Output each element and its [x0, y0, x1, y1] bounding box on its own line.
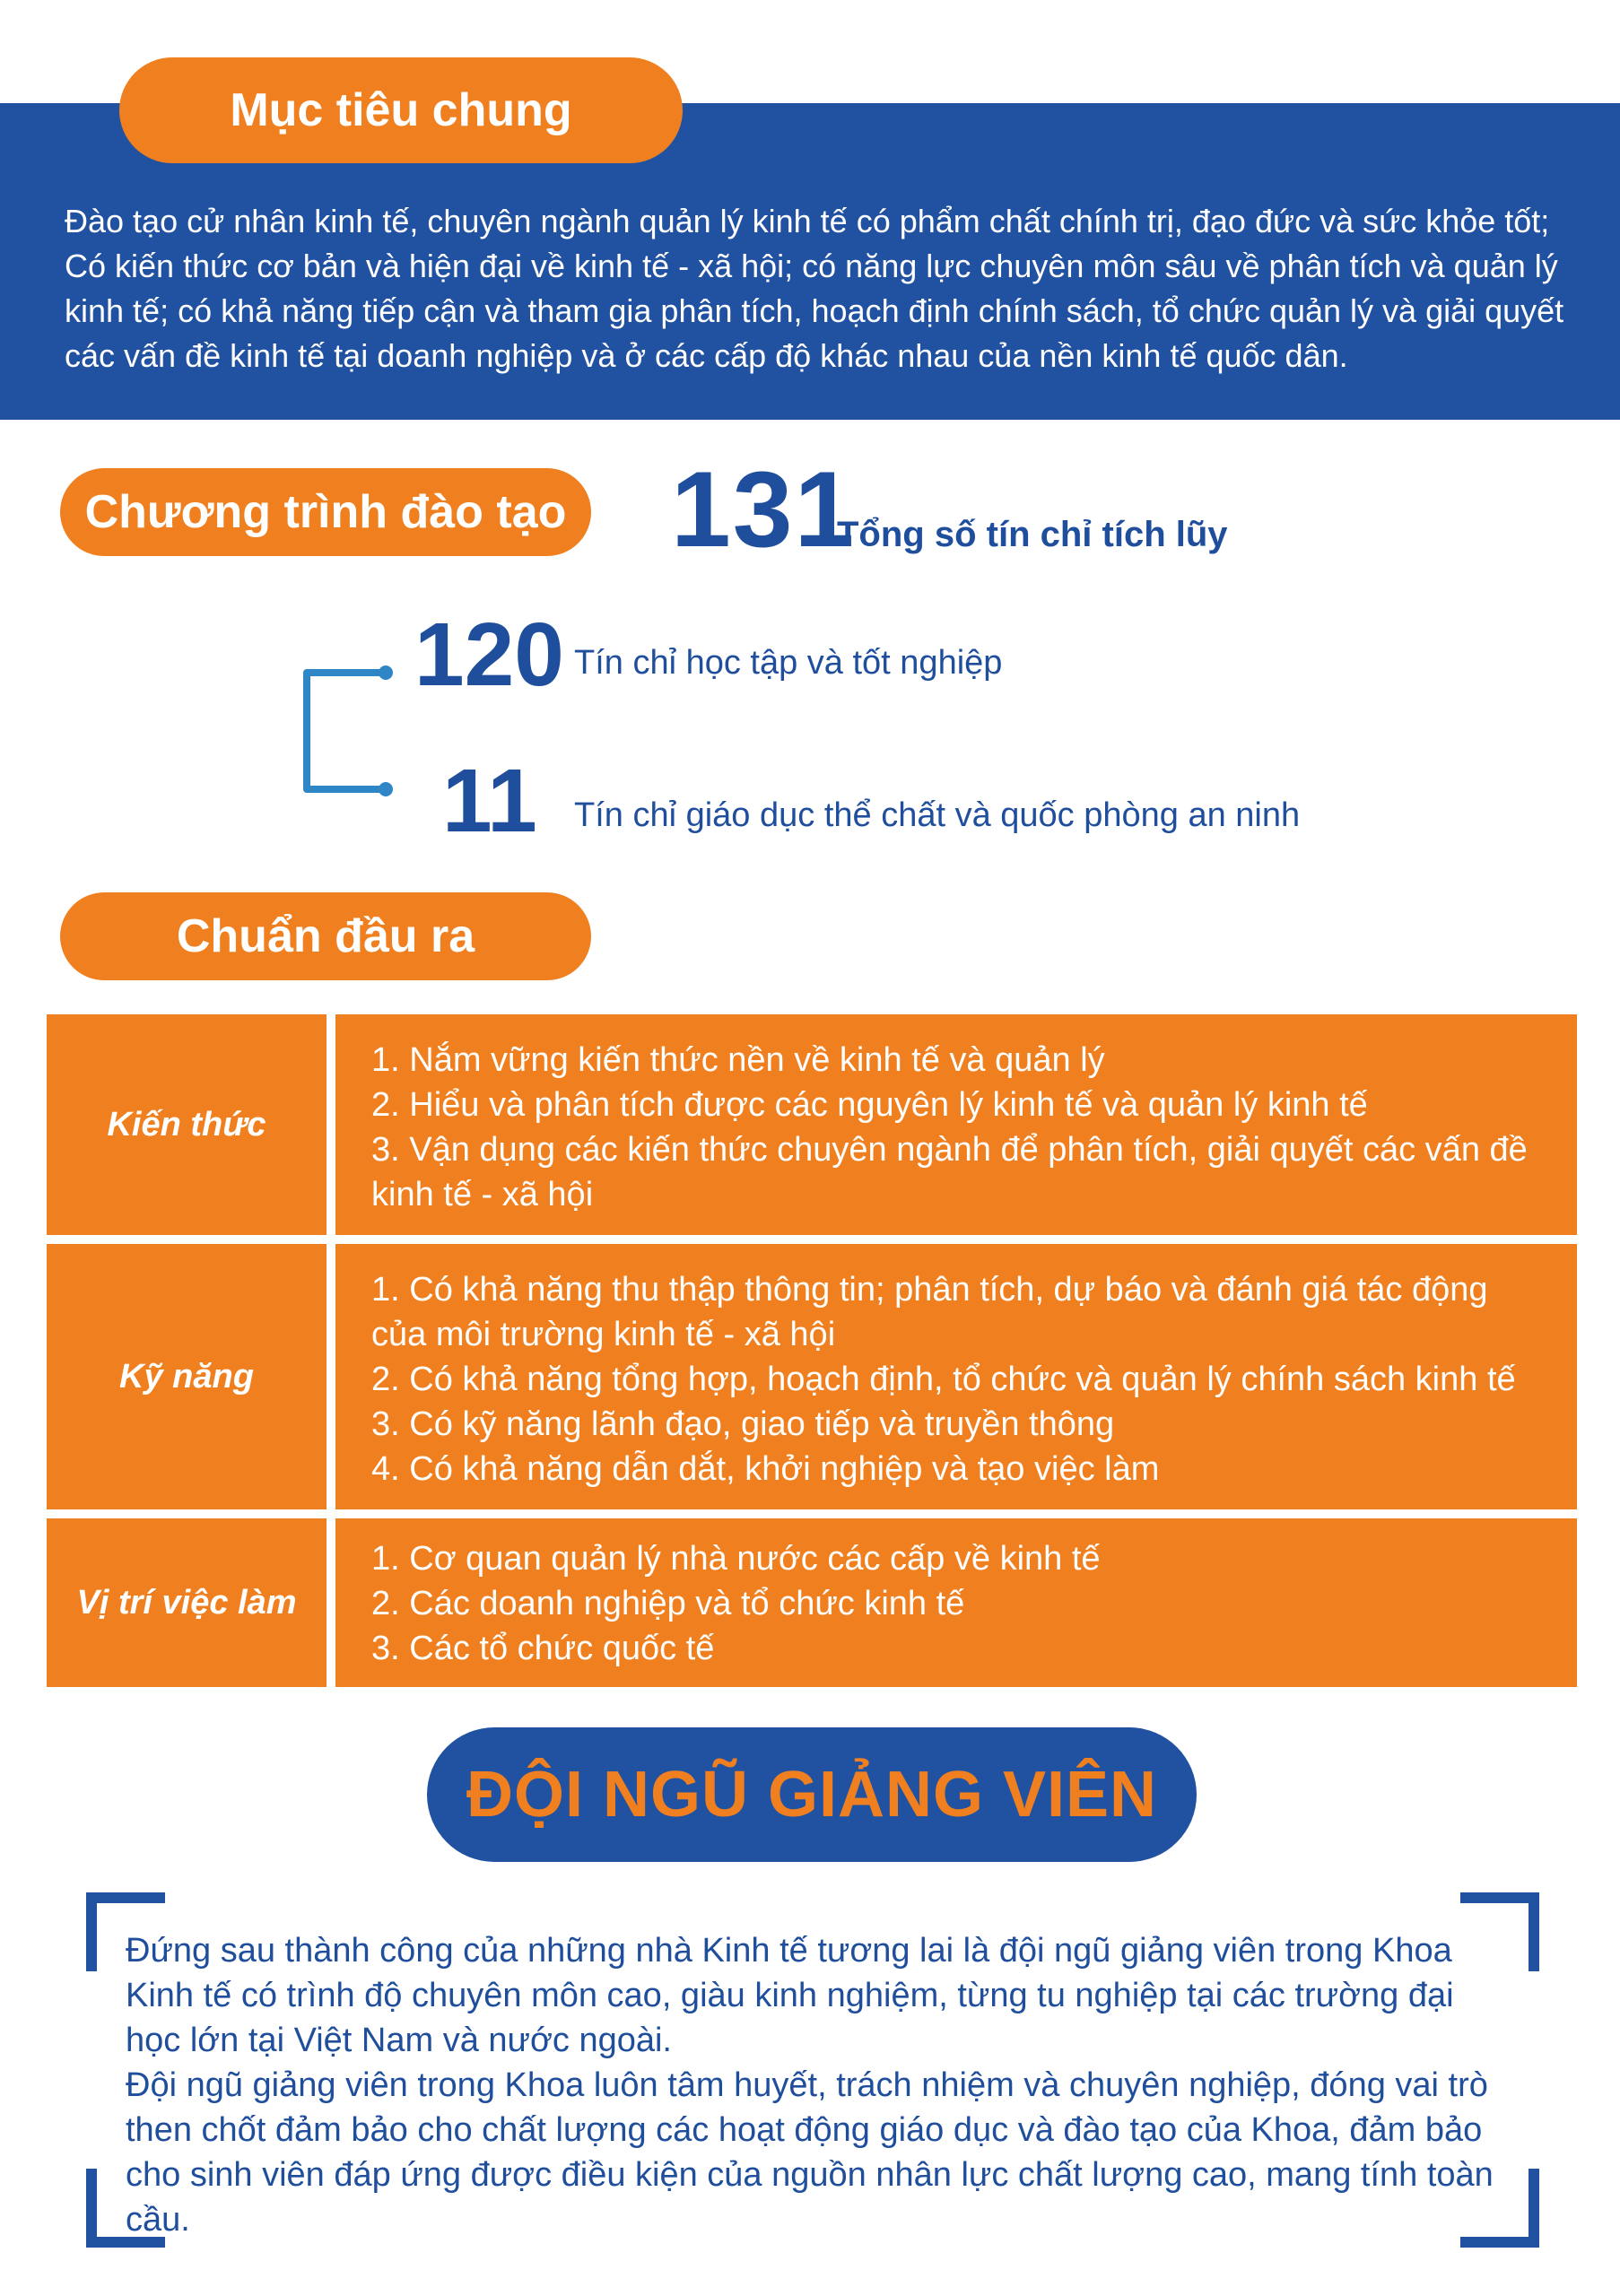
row-label-jobs: Vị trí việc làm [47, 1518, 327, 1687]
faculty-title-pill: ĐỘI NGŨ GIẢNG VIÊN [427, 1727, 1197, 1862]
outcome-table [47, 1014, 1577, 1696]
goal-text: Đào tạo cử nhân kinh tế, chuyên ngành quản lý kinh tế có phẩm chất chính trị, đạo đức và sức khỏe tốt; Có kiến thức cơ bản và hiện đại về kinh tế - xã hội; có năng lực chuyên môn sâu về phân tích và quản lý kinh tế; có khả năng tiếp cận và tham gia phân tích, hoạch định chính sách, tổ chức quản lý và giải quyết các vấn đề kinh tế tại doanh nghiệp và ở các cấp độ khác nhau của nền kinh tế quốc dân. [65, 203, 1564, 374]
list-item: 2. Có khả năng tổng hợp, hoạch định, tổ chức và quản lý chính sách kinh tế [371, 1361, 1516, 1398]
table-row [47, 1244, 1577, 1509]
list-item: 2. Hiểu và phân tích được các nguyên lý kinh tế và quản lý kinh tế [371, 1086, 1368, 1124]
pe-defense-credits-label: Tín chỉ giáo dục thể chất và quốc phòng an ninh [574, 796, 1301, 834]
row-content-knowledge [335, 1014, 1577, 1235]
faculty-paragraph: Đội ngũ giảng viên trong Khoa luôn tâm huyết, trách nhiệm và chuyên nghiệp, đóng vai trò then chốt đảm bảo cho chất lượng các hoạt động giáo dục và đào tạo của Khoa, đảm bảo cho sinh viên đáp ứng được điều kiện của nguồn nhân lực chất lượng cao, mang tính toàn cầu. [126, 2066, 1494, 2239]
list-item: 2. Các doanh nghiệp và tổ chức kinh tế [371, 1585, 965, 1622]
row-label-knowledge: Kiến thức [47, 1014, 327, 1235]
total-credits-number: 131 [671, 449, 857, 570]
list-item: 1. Nắm vững kiến thức nền về kinh tế và quản lý [371, 1041, 1105, 1079]
program-title-pill: Chương trình đào tạo [60, 468, 591, 556]
list-item: 1. Cơ quan quản lý nhà nước các cấp về kinh tế [371, 1540, 1101, 1578]
table-row [47, 1014, 1577, 1235]
row-content-skills [335, 1244, 1577, 1509]
study-credits-number: 120 [414, 604, 564, 705]
bracket-connector-icon [296, 659, 395, 803]
pe-defense-credits-number: 11 [442, 751, 537, 851]
table-row [47, 1518, 1577, 1687]
list-item: 3. Có kỹ năng lãnh đạo, giao tiếp và truyền thông [371, 1405, 1115, 1443]
list-item: 1. Có khả năng thu thập thông tin; phân tích, dự báo và đánh giá tác động của môi trường kinh tế - xã hội [371, 1271, 1488, 1353]
list-item: 4. Có khả năng dẫn dắt, khởi nghiệp và tạo việc làm [371, 1450, 1160, 1488]
faculty-paragraph: Đứng sau thành công của những nhà Kinh tế tương lai là đội ngũ giảng viên trong Khoa Kinh tế có trình độ chuyên môn cao, giàu kinh nghiệm, từng tu nghiệp tại các trường đại học lớn tại Việt Nam và nước ngoài. [126, 1932, 1454, 2059]
list-item: 3. Vận dụng các kiến thức chuyên ngành để phân tích, giải quyết các vấn đề kinh tế - xã hội [371, 1131, 1528, 1213]
outcome-title-pill: Chuẩn đầu ra [60, 892, 591, 980]
faculty-text [126, 1928, 1507, 2242]
row-label-skills: Kỹ năng [47, 1244, 327, 1509]
row-content-jobs [335, 1518, 1577, 1687]
list-item: 3. Các tổ chức quốc tế [371, 1630, 715, 1667]
study-credits-label: Tín chỉ học tập và tốt nghiệp [574, 644, 1003, 682]
total-credits-label: Tổng số tín chỉ tích lũy [837, 515, 1228, 554]
goal-title-pill: Mục tiêu chung [119, 57, 683, 163]
